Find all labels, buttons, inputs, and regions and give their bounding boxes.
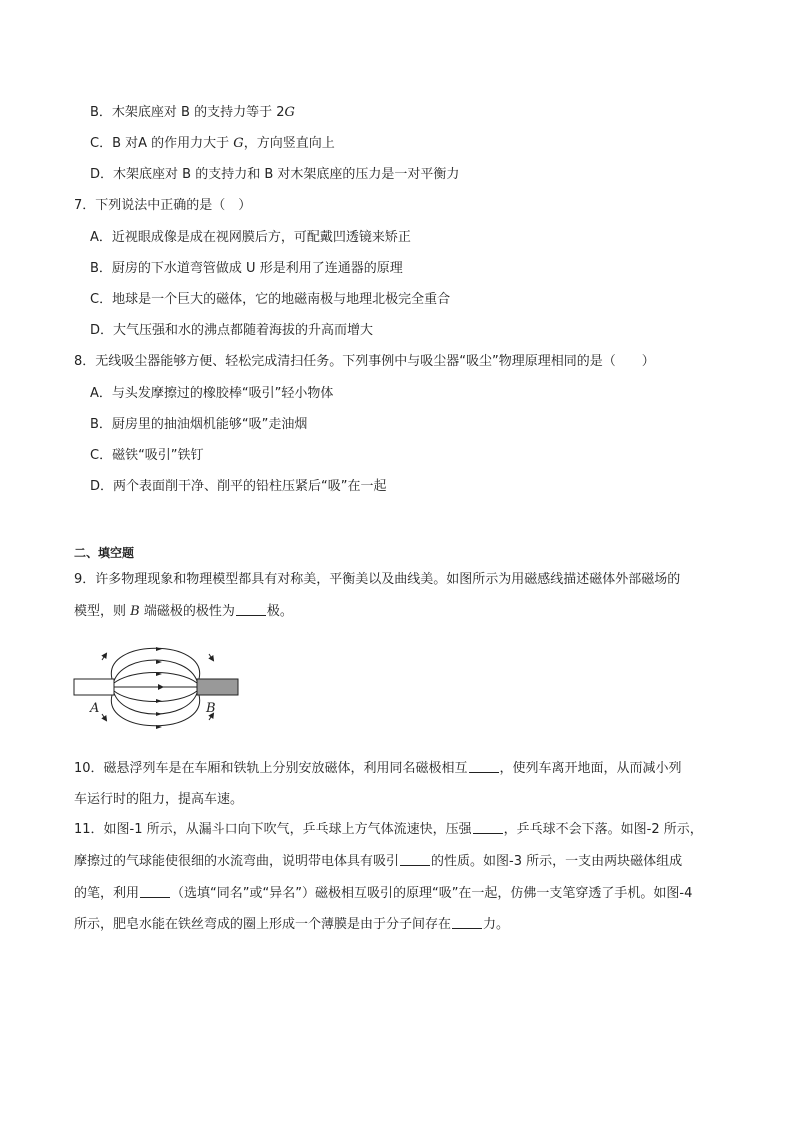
q8-stem: 8．无线吸尘器能够方便、轻松完成清扫任务。下列事例中与吸尘器“吸尘”物理原理相同的是（ ） xyxy=(74,354,655,369)
q11-line-2: 摩擦过的气球能使很细的水流弯曲，说明带电体具有吸引 的性质。如图-3 所示，一支由两块磁体组成 xyxy=(74,854,683,869)
field-line xyxy=(111,695,199,726)
field-line xyxy=(114,660,197,681)
magnet-b xyxy=(197,679,238,695)
field-line xyxy=(111,648,199,679)
answer-blank[interactable] xyxy=(400,853,430,866)
q7-option-b: B．厨房的下水道弯管做成 U 形是利用了连通器的原理 xyxy=(90,261,403,276)
label-a: A xyxy=(90,701,100,716)
q8-option-c: C．磁铁“吸引”铁钉 xyxy=(90,448,204,463)
q9-line-2: 模型，则 B 端磁极的极性为 极。 xyxy=(74,604,293,619)
q10-line-2: 车运行时的阻力，提高车速。 xyxy=(74,792,244,807)
q8-option-d: D．两个表面削干净、削平的铅柱压紧后“吸”在一起 xyxy=(90,479,387,494)
q7-option-c: C．地球是一个巨大的磁体，它的地磁南极与地理北极完全重合 xyxy=(90,292,451,307)
magnet-a xyxy=(74,679,114,695)
field-line xyxy=(114,673,197,684)
answer-blank[interactable] xyxy=(469,760,499,773)
label-b: B xyxy=(206,701,216,716)
q11-line-3: 的笔，利用 （选填“同名”或“异名”）磁极相互吸引的原理“吸”在一起，仿佛一支笔穿透了手机。如图-4 xyxy=(74,886,693,901)
answer-blank[interactable] xyxy=(473,821,503,834)
answer-blank[interactable] xyxy=(452,916,482,929)
q11-line-1: 11．如图-1 所示，从漏斗口向下吹气，乒乓球上方气体流速快，压强 ，乒乓球不会下落。如图-2 所示， xyxy=(74,822,703,837)
q7-option-d: D．大气压强和水的沸点都随着海拔的升高而增大 xyxy=(90,323,374,338)
q9-line-1: 9．许多物理现象和物理模型都具有对称美，平衡美以及曲线美。如图所示为用磁感线描述磁体外部磁场的 xyxy=(74,572,681,587)
section-heading: 二、填空题 xyxy=(74,546,135,560)
answer-blank[interactable] xyxy=(140,885,170,898)
field-line xyxy=(114,693,197,714)
magnetic-field-figure xyxy=(72,638,242,744)
q6-option-c: C．B 对A 的作用力大于 G，方向竖直向上 xyxy=(90,136,335,151)
q11-line-4: 所示，肥皂水能在铁丝弯成的圈上形成一个薄膜是由于分子间存在 力。 xyxy=(74,917,510,932)
answer-blank[interactable] xyxy=(236,603,266,616)
q7-option-a: A．近视眼成像是成在视网膜后方，可配戴凹透镜来矫正 xyxy=(90,230,411,245)
field-line xyxy=(114,691,197,702)
q6-option-b: B．木架底座对 B 的支持力等于 2G xyxy=(90,105,295,120)
q8-option-b: B．厨房里的抽油烟机能够“吸”走油烟 xyxy=(90,417,308,432)
q10-line-1: 10．磁悬浮列车是在车厢和铁轨上分别安放磁体，利用同名磁极相互 ，使列车离开地面，从而减小列 xyxy=(74,761,682,776)
q7-stem: 7．下列说法中正确的是（ ） xyxy=(74,198,252,213)
q8-option-a: A．与头发摩擦过的橡胶棒“吸引”轻小物体 xyxy=(90,386,334,401)
q6-option-d: D．木架底座对 B 的支持力和 B 对木架底座的压力是一对平衡力 xyxy=(90,167,460,182)
